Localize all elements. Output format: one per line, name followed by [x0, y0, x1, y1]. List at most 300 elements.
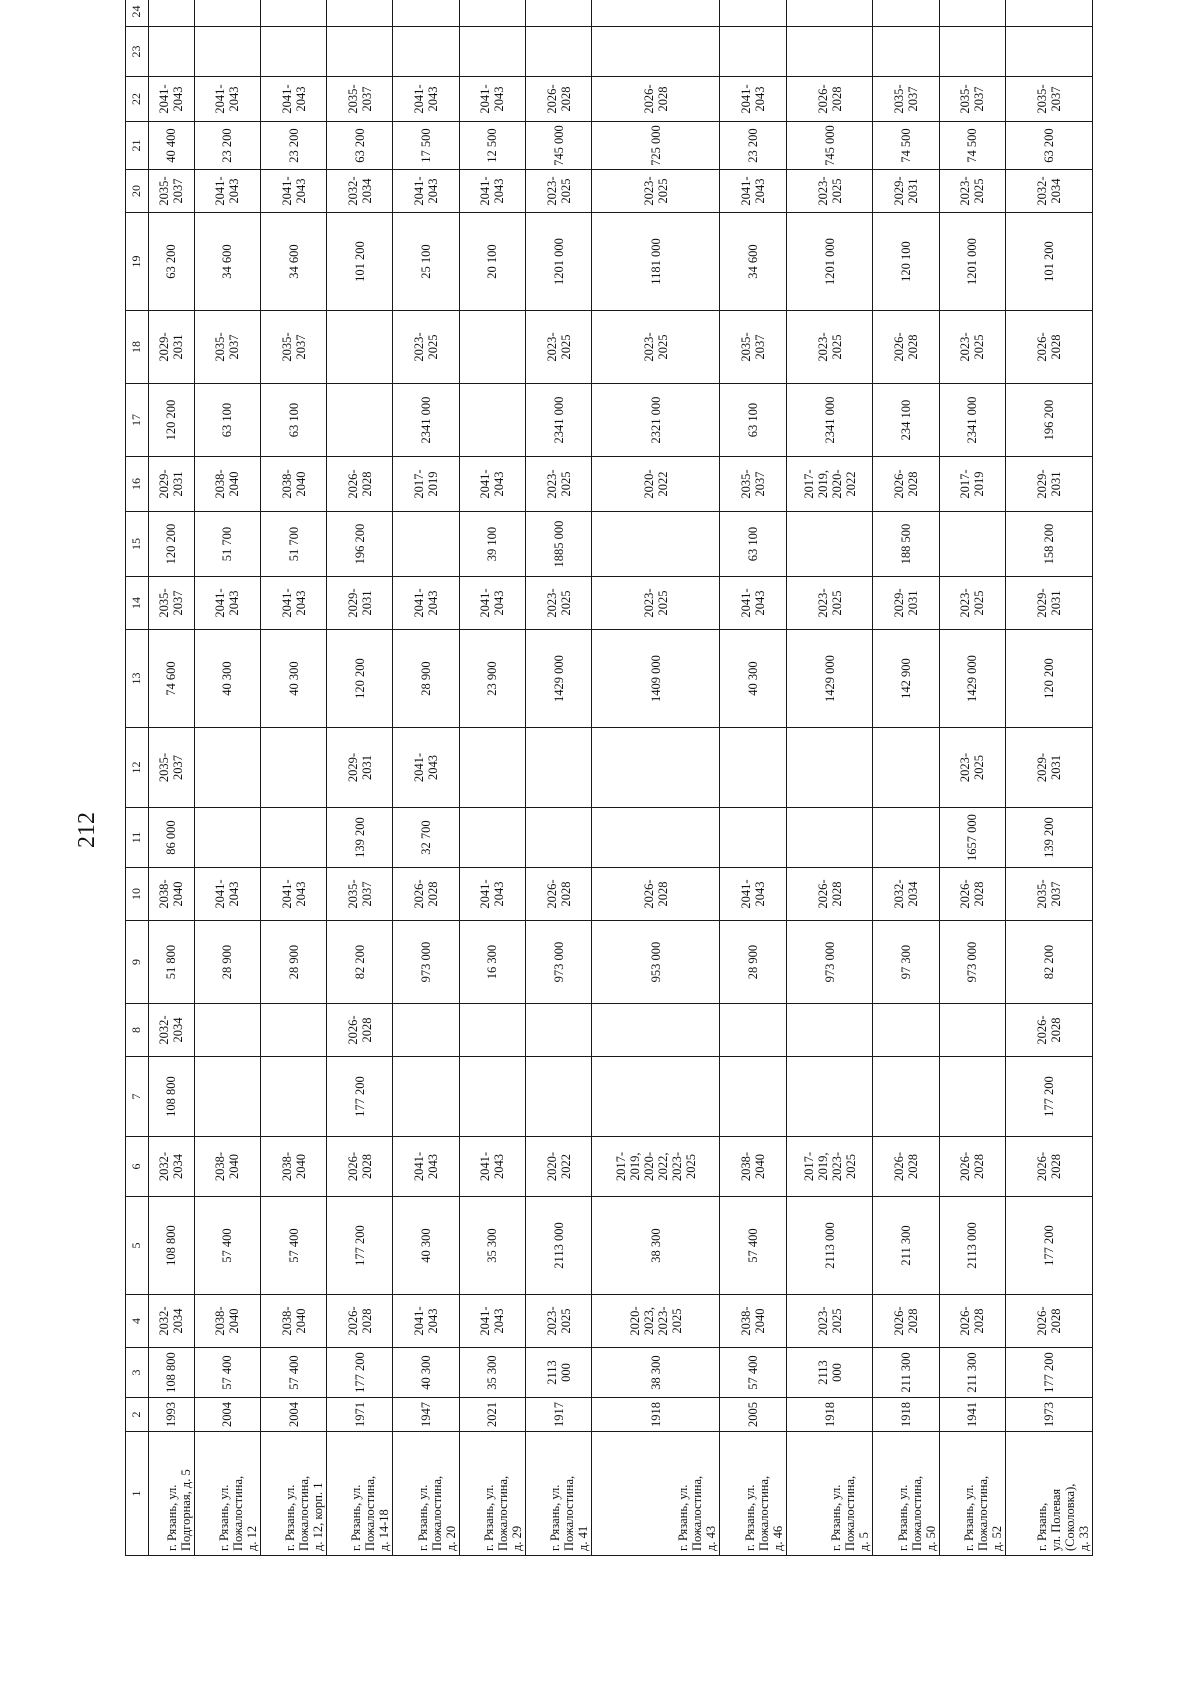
- table-cell: [525, 808, 591, 868]
- table-cell: 2035- 2037: [260, 311, 326, 384]
- table-cell: 2026- 2028: [592, 868, 720, 921]
- table-cell: 39 100: [459, 512, 525, 577]
- table-cell: 1429 000: [786, 630, 873, 728]
- table-cell: 2041- 2043: [459, 170, 525, 213]
- table-cell: 2029- 2031: [1006, 728, 1093, 808]
- table-cell: 2041- 2043: [194, 77, 260, 122]
- table-cell: 2004: [194, 1398, 260, 1432]
- table-cell: 34 600: [260, 213, 326, 311]
- table-cell: 2032- 2034: [873, 868, 939, 921]
- table-cell: 120 200: [149, 512, 195, 577]
- table-cell: 973 000: [525, 921, 591, 1004]
- table-cell: 2023- 2025: [592, 311, 720, 384]
- table-cell: 2029- 2031: [1006, 457, 1093, 512]
- table-row: [592, 0, 720, 1556]
- table-cell: [194, 27, 260, 77]
- table-cell: 63 100: [260, 384, 326, 457]
- table-cell: 2035- 2037: [194, 311, 260, 384]
- table-cell: [592, 27, 720, 77]
- table-cell: 2035- 2037: [327, 868, 393, 921]
- table-cell: 2113 000: [525, 1348, 591, 1398]
- table-cell: [459, 311, 525, 384]
- table-cell: 2023- 2025: [525, 577, 591, 630]
- table-cell: [260, 1004, 326, 1057]
- column-number: 16: [126, 457, 149, 512]
- table-cell: [592, 512, 720, 577]
- table-cell: [194, 0, 260, 27]
- table-cell: 2113 000: [525, 1197, 591, 1295]
- table-cell: 40 400: [149, 122, 195, 170]
- table-cell: 2017- 2019, 2023- 2025: [786, 1137, 873, 1197]
- table-cell: 2032- 2034: [1006, 170, 1093, 213]
- table-cell: 2041- 2043: [260, 868, 326, 921]
- table-cell: 1885 000: [525, 512, 591, 577]
- table-cell: 2038- 2040: [194, 1295, 260, 1348]
- table-cell: 2035- 2037: [327, 77, 393, 122]
- table-cell: 2004: [260, 1398, 326, 1432]
- table-cell: 2023- 2025: [786, 577, 873, 630]
- table-cell: [393, 512, 459, 577]
- column-number: 10: [126, 868, 149, 921]
- table-cell: 2113 000: [786, 1197, 873, 1295]
- table-cell: 2017- 2019: [939, 457, 1005, 512]
- table-cell: 40 300: [260, 630, 326, 728]
- table-cell: 23 900: [459, 630, 525, 728]
- table-cell: 1918: [592, 1398, 720, 1432]
- table-cell: 20 100: [459, 213, 525, 311]
- table-cell: 63 100: [194, 384, 260, 457]
- table-cell: 40 300: [720, 630, 786, 728]
- address-cell: г. Рязань, ул. Пожалостина, д. 14-18: [327, 1432, 393, 1556]
- address-cell: г. Рязань, ул. Пожалостина, д. 5: [786, 1432, 873, 1556]
- table-cell: 2041- 2043: [720, 577, 786, 630]
- table-cell: 2032- 2034: [149, 1137, 195, 1197]
- table-cell: 51 800: [149, 921, 195, 1004]
- address-cell: г. Рязань, ул. Пожалостина, д. 20: [393, 1432, 459, 1556]
- table-cell: 63 100: [720, 512, 786, 577]
- table-cell: 2041- 2043: [459, 1295, 525, 1348]
- column-number: 21: [126, 122, 149, 170]
- column-number: 15: [126, 512, 149, 577]
- table-cell: 2026- 2028: [873, 1137, 939, 1197]
- table-cell: 2038- 2040: [720, 1295, 786, 1348]
- table-cell: 1429 000: [939, 630, 1005, 728]
- table-cell: 2005: [720, 1398, 786, 1432]
- table-cell: 2026- 2028: [1006, 1295, 1093, 1348]
- table-row: [1006, 0, 1093, 1556]
- column-number: 6: [126, 1137, 149, 1197]
- table-cell: 2026- 2028: [393, 868, 459, 921]
- table-cell: 1201 000: [525, 213, 591, 311]
- table-cell: [592, 1004, 720, 1057]
- table-cell: 28 900: [260, 921, 326, 1004]
- table-cell: 234 100: [873, 384, 939, 457]
- table-cell: [459, 1004, 525, 1057]
- column-number: 2: [126, 1398, 149, 1432]
- address-cell: г. Рязань, ул. Пожалостина, д. 41: [525, 1432, 591, 1556]
- table-cell: 2041- 2043: [393, 1295, 459, 1348]
- table-cell: [459, 27, 525, 77]
- table-cell: 2041- 2043: [194, 170, 260, 213]
- table-cell: 2017- 2019, 2020- 2022: [786, 457, 873, 512]
- table-cell: [459, 808, 525, 868]
- table-cell: 2038- 2040: [260, 1137, 326, 1197]
- table-cell: 35 300: [459, 1348, 525, 1398]
- table-cell: [786, 0, 873, 27]
- table-cell: [525, 0, 591, 27]
- table-cell: 1973: [1006, 1398, 1093, 1432]
- table-cell: 2038- 2040: [149, 868, 195, 921]
- table-cell: 1409 000: [592, 630, 720, 728]
- table-cell: 953 000: [592, 921, 720, 1004]
- table-cell: [194, 1004, 260, 1057]
- table-cell: 82 200: [327, 921, 393, 1004]
- table-cell: 188 500: [873, 512, 939, 577]
- table-cell: 57 400: [720, 1197, 786, 1295]
- table-cell: 177 200: [1006, 1197, 1093, 1295]
- address-cell: г. Рязань, ул. Пожалостина, д. 12: [194, 1432, 260, 1556]
- table-cell: 2035- 2037: [149, 577, 195, 630]
- table-cell: [1006, 0, 1093, 27]
- table-cell: 2026- 2028: [873, 311, 939, 384]
- table-cell: 2020- 2022: [525, 1137, 591, 1197]
- table-cell: 25 100: [393, 213, 459, 311]
- table-row: [786, 0, 873, 1556]
- table-cell: [939, 1057, 1005, 1137]
- table-row: [260, 0, 326, 1556]
- table-cell: [786, 27, 873, 77]
- table-cell: 973 000: [393, 921, 459, 1004]
- table-cell: 120 200: [1006, 630, 1093, 728]
- table-cell: 34 600: [194, 213, 260, 311]
- table-cell: 108 800: [149, 1197, 195, 1295]
- page-number: 212: [73, 812, 100, 848]
- table-cell: [873, 1004, 939, 1057]
- table-cell: 2041- 2043: [459, 868, 525, 921]
- table-cell: 101 200: [1006, 213, 1093, 311]
- table-cell: [260, 808, 326, 868]
- table-cell: 2026- 2028: [939, 868, 1005, 921]
- table-cell: 38 300: [592, 1197, 720, 1295]
- table-cell: [592, 728, 720, 808]
- table-cell: 108 800: [149, 1348, 195, 1398]
- table-cell: 40 300: [393, 1348, 459, 1398]
- table-cell: 2035- 2037: [720, 311, 786, 384]
- table-cell: 2023- 2025: [939, 170, 1005, 213]
- table-cell: 17 500: [393, 122, 459, 170]
- table-cell: 2041- 2043: [393, 1137, 459, 1197]
- table-cell: 2035- 2037: [720, 457, 786, 512]
- table-cell: 2041- 2043: [459, 1137, 525, 1197]
- table-cell: 2023- 2025: [592, 577, 720, 630]
- table-cell: [459, 728, 525, 808]
- table-cell: [786, 808, 873, 868]
- table-cell: 35 300: [459, 1197, 525, 1295]
- table-cell: 63 100: [720, 384, 786, 457]
- table-cell: 2041- 2043: [393, 577, 459, 630]
- column-number: 14: [126, 577, 149, 630]
- table-cell: 2041- 2043: [459, 77, 525, 122]
- table-cell: 120 200: [149, 384, 195, 457]
- table-cell: 1941: [939, 1398, 1005, 1432]
- table-cell: 2041- 2043: [720, 77, 786, 122]
- table-cell: 120 200: [327, 630, 393, 728]
- table-cell: 142 900: [873, 630, 939, 728]
- table-cell: 57 400: [720, 1348, 786, 1398]
- table-cell: 2029- 2031: [873, 170, 939, 213]
- table-cell: 745 000: [786, 122, 873, 170]
- table-cell: 2341 000: [525, 384, 591, 457]
- table-cell: 211 300: [939, 1348, 1005, 1398]
- table-cell: 2023- 2025: [525, 457, 591, 512]
- table-cell: 2041- 2043: [720, 868, 786, 921]
- table-cell: [786, 1057, 873, 1137]
- table-cell: 2041- 2043: [393, 77, 459, 122]
- table-cell: 2038- 2040: [260, 457, 326, 512]
- table-cell: 28 900: [393, 630, 459, 728]
- table-cell: 2029- 2031: [149, 311, 195, 384]
- table-cell: 2038- 2040: [260, 1295, 326, 1348]
- table-cell: 2038- 2040: [720, 1137, 786, 1197]
- table-cell: [327, 384, 393, 457]
- table-cell: [327, 311, 393, 384]
- column-number: 12: [126, 728, 149, 808]
- table-cell: 2041- 2043: [459, 457, 525, 512]
- table-cell: [592, 1057, 720, 1137]
- table-cell: [720, 1004, 786, 1057]
- table-row: [459, 0, 525, 1556]
- table-cell: [939, 0, 1005, 27]
- table-cell: 2341 000: [939, 384, 1005, 457]
- table-cell: [525, 728, 591, 808]
- table-cell: 196 200: [327, 512, 393, 577]
- table-cell: 2026- 2028: [1006, 311, 1093, 384]
- table-cell: [459, 0, 525, 27]
- table-row: [525, 0, 591, 1556]
- table-cell: 2029- 2031: [149, 457, 195, 512]
- table-cell: 177 200: [327, 1057, 393, 1137]
- table-body: [126, 0, 1093, 1556]
- table-cell: 177 200: [1006, 1348, 1093, 1398]
- table-cell: 108 800: [149, 1057, 195, 1137]
- table-cell: 2041- 2043: [393, 728, 459, 808]
- column-number: 4: [126, 1295, 149, 1348]
- table-cell: 2026- 2028: [327, 457, 393, 512]
- table-cell: 2035- 2037: [149, 170, 195, 213]
- table-cell: 2341 000: [786, 384, 873, 457]
- table-cell: 2035- 2037: [149, 728, 195, 808]
- table-cell: 2023- 2025: [525, 311, 591, 384]
- table-cell: 2032- 2034: [327, 170, 393, 213]
- table-cell: 57 400: [194, 1348, 260, 1398]
- address-cell: г. Рязань, ул. Пожалостина, д. 43: [592, 1432, 720, 1556]
- table-cell: [260, 0, 326, 27]
- table-cell: 16 300: [459, 921, 525, 1004]
- table-cell: [786, 512, 873, 577]
- address-cell: г. Рязань, ул. Пожалостина, д. 46: [720, 1432, 786, 1556]
- table-cell: 57 400: [194, 1197, 260, 1295]
- table-cell: 2023- 2025: [393, 311, 459, 384]
- table-cell: 1181 000: [592, 213, 720, 311]
- table-cell: 2038- 2040: [194, 1137, 260, 1197]
- table-cell: 2041- 2043: [459, 577, 525, 630]
- table-cell: [525, 1057, 591, 1137]
- rotated-table-wrapper: [125, 5, 1093, 1556]
- table-cell: [393, 1057, 459, 1137]
- table-cell: 74 600: [149, 630, 195, 728]
- column-number: 7: [126, 1057, 149, 1137]
- table-cell: [873, 728, 939, 808]
- table-cell: 2029- 2031: [873, 577, 939, 630]
- table-cell: [720, 808, 786, 868]
- table-cell: 211 300: [873, 1197, 939, 1295]
- table-cell: [786, 728, 873, 808]
- table-cell: [720, 27, 786, 77]
- table-cell: 1201 000: [786, 213, 873, 311]
- table-cell: [525, 1004, 591, 1057]
- column-number: 9: [126, 921, 149, 1004]
- table-cell: 57 400: [260, 1348, 326, 1398]
- table-cell: 28 900: [720, 921, 786, 1004]
- table-cell: [939, 1004, 1005, 1057]
- table-cell: 139 200: [1006, 808, 1093, 868]
- table-cell: 2021: [459, 1398, 525, 1432]
- table-cell: 2035- 2037: [873, 77, 939, 122]
- table-cell: 2041- 2043: [260, 77, 326, 122]
- table-cell: 2026- 2028: [786, 77, 873, 122]
- table-cell: 2023- 2025: [939, 577, 1005, 630]
- table-cell: 2041- 2043: [260, 577, 326, 630]
- table-cell: 2026- 2028: [939, 1295, 1005, 1348]
- address-cell: г. Рязань, ул. Пожалостина, д. 29: [459, 1432, 525, 1556]
- table-cell: 86 000: [149, 808, 195, 868]
- table-cell: [939, 27, 1005, 77]
- table-cell: 2026- 2028: [525, 77, 591, 122]
- table-cell: 2032- 2034: [149, 1295, 195, 1348]
- table-cell: 32 700: [393, 808, 459, 868]
- table-cell: [459, 384, 525, 457]
- table-cell: [194, 808, 260, 868]
- table-cell: 2026- 2028: [1006, 1004, 1093, 1057]
- table-cell: 40 300: [393, 1197, 459, 1295]
- table-cell: 1429 000: [525, 630, 591, 728]
- table-cell: 2341 000: [393, 384, 459, 457]
- table-cell: 177 200: [327, 1197, 393, 1295]
- table-cell: 973 000: [939, 921, 1005, 1004]
- table-cell: 2041- 2043: [260, 170, 326, 213]
- table-cell: 2041- 2043: [720, 170, 786, 213]
- table-row: [327, 0, 393, 1556]
- table-cell: 2017- 2019: [393, 457, 459, 512]
- column-number: 18: [126, 311, 149, 384]
- table-cell: 23 200: [260, 122, 326, 170]
- table-cell: 28 900: [194, 921, 260, 1004]
- table-cell: 139 200: [327, 808, 393, 868]
- table-cell: 2023- 2025: [525, 170, 591, 213]
- table-cell: 2113 000: [939, 1197, 1005, 1295]
- table-cell: 63 200: [1006, 122, 1093, 170]
- table-cell: [939, 512, 1005, 577]
- table-cell: [720, 728, 786, 808]
- table-cell: 34 600: [720, 213, 786, 311]
- column-number: 3: [126, 1348, 149, 1398]
- table-cell: 2026- 2028: [327, 1004, 393, 1057]
- table-cell: [720, 1057, 786, 1137]
- table-cell: 2113 000: [786, 1348, 873, 1398]
- table-cell: [525, 27, 591, 77]
- table-cell: 2041- 2043: [194, 577, 260, 630]
- table-cell: [260, 27, 326, 77]
- table-cell: 40 300: [194, 630, 260, 728]
- table-cell: 2029- 2031: [327, 577, 393, 630]
- table-cell: 2038- 2040: [194, 457, 260, 512]
- table-cell: [873, 0, 939, 27]
- table-cell: [459, 1057, 525, 1137]
- table-cell: 725 000: [592, 122, 720, 170]
- table-cell: 2029- 2031: [1006, 577, 1093, 630]
- table-cell: [873, 1057, 939, 1137]
- address-cell: г. Рязань, ул. Пожалостина, д. 12, корп. 1: [260, 1432, 326, 1556]
- table-cell: 63 200: [149, 213, 195, 311]
- table-cell: 38 300: [592, 1348, 720, 1398]
- table-cell: 2023- 2025: [786, 1295, 873, 1348]
- table-cell: 211 300: [873, 1348, 939, 1398]
- table-cell: 2026- 2028: [525, 868, 591, 921]
- column-number: 1: [126, 1432, 149, 1556]
- address-cell: г. Рязань, ул. Пожалостина, д. 52: [939, 1432, 1005, 1556]
- table-cell: 2035- 2037: [939, 77, 1005, 122]
- table-cell: 1918: [873, 1398, 939, 1432]
- table-cell: [327, 0, 393, 27]
- table-cell: 2023- 2025: [592, 170, 720, 213]
- table-cell: 12 500: [459, 122, 525, 170]
- table-cell: 101 200: [327, 213, 393, 311]
- table-cell: 2020- 2023, 2023- 2025: [592, 1295, 720, 1348]
- address-cell: г. Рязань, ул. Подгорная, д. 5: [149, 1432, 195, 1556]
- table-header-row: [126, 0, 149, 1556]
- column-number: 11: [126, 808, 149, 868]
- column-number: 5: [126, 1197, 149, 1295]
- table-cell: 1201 000: [939, 213, 1005, 311]
- table-cell: 2017- 2019, 2020- 2022, 2023- 2025: [592, 1137, 720, 1197]
- table-cell: 2026- 2028: [873, 1295, 939, 1348]
- table-cell: 2023- 2025: [525, 1295, 591, 1348]
- table-cell: 2020- 2022: [592, 457, 720, 512]
- table-cell: 1993: [149, 1398, 195, 1432]
- table-cell: 23 200: [720, 122, 786, 170]
- table-cell: 82 200: [1006, 921, 1093, 1004]
- table-cell: [592, 808, 720, 868]
- table-cell: [260, 728, 326, 808]
- table-cell: 2026- 2028: [592, 77, 720, 122]
- table-cell: 1917: [525, 1398, 591, 1432]
- data-table: [125, 0, 1093, 1556]
- address-cell: г. Рязань, ул. Полевая (Соколовка), д. 33: [1006, 1432, 1093, 1556]
- table-cell: 2321 000: [592, 384, 720, 457]
- column-number: 17: [126, 384, 149, 457]
- table-cell: 2026- 2028: [786, 868, 873, 921]
- table-cell: [393, 1004, 459, 1057]
- table-cell: 2026- 2028: [327, 1295, 393, 1348]
- table-cell: 196 200: [1006, 384, 1093, 457]
- table-cell: 74 500: [873, 122, 939, 170]
- table-row: [194, 0, 260, 1556]
- table-row: [393, 0, 459, 1556]
- column-number: 22: [126, 77, 149, 122]
- table-cell: 23 200: [194, 122, 260, 170]
- table-cell: [1006, 27, 1093, 77]
- column-number: 24: [126, 0, 149, 27]
